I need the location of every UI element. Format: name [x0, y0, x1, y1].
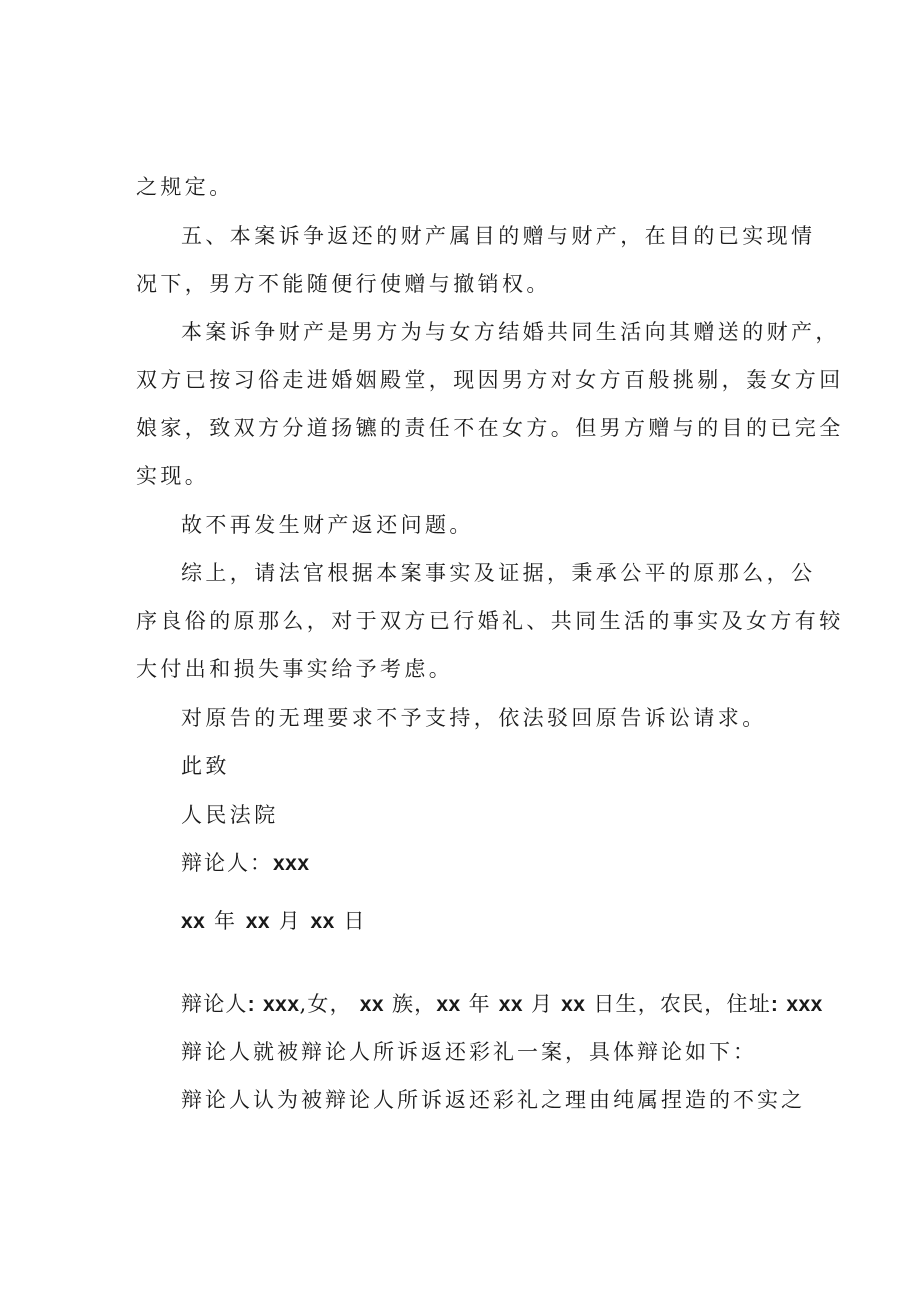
paragraph-line: 本案诉争财产是男方为与女方结婚共同生活向其赠送的财产，	[181, 320, 840, 344]
date-year: xx	[181, 910, 206, 933]
party-year-unit: 年	[468, 992, 491, 1016]
party-colon: :	[247, 993, 256, 1016]
date-year-unit: 年	[214, 909, 238, 933]
party-gender: ,女，	[299, 992, 352, 1016]
party-birth-year: xx	[436, 993, 461, 1016]
party-ethnic: xx	[359, 993, 385, 1016]
closing-salutation: 此致	[181, 754, 230, 778]
date-month: xx	[245, 910, 271, 933]
date-day: xx	[310, 910, 335, 933]
party-address: xxx	[786, 993, 823, 1016]
party-month-unit: 月	[530, 992, 554, 1016]
signature-line	[181, 849, 310, 878]
paragraph-line: 娘家，致双方分道扬镳的责任不在女方。但男方赠与的目的已完全	[136, 416, 844, 440]
party-day-unit: 日生，农民，住址	[593, 992, 771, 1016]
party-name: xxx	[263, 993, 300, 1016]
party-birth-month: xx	[498, 993, 524, 1016]
paragraph-line: 序良俗的原那么，对于双方已行婚礼、共同生活的事实及女方有较	[136, 609, 844, 633]
party-info-line	[181, 990, 823, 1019]
signature-name: xxx	[273, 852, 310, 875]
paragraph-line: 五、本案诉争返还的财产属目的赠与财产，在目的已实现情	[181, 224, 816, 248]
paragraph-line: 辩论人就被辩论人所诉返还彩礼一案，具体辩论如下：	[181, 1040, 757, 1064]
court-name: 人民法院	[181, 803, 279, 827]
date-day-unit: 日	[343, 909, 367, 933]
paragraph-line: 实现。	[136, 464, 210, 488]
party-addr-colon: :	[770, 993, 779, 1016]
party-label: 辩论人	[181, 992, 248, 1016]
paragraph-line: 综上，请法官根据本案事实及证据，秉承公平的原那么，公	[181, 561, 816, 585]
date-month-unit: 月	[278, 909, 302, 933]
paragraph-line: 双方已按习俗走进婚姻殿堂，现因男方对女方百般挑剔，轰女方回	[136, 368, 844, 392]
paragraph-line: 况下，男方不能随便行使赠与撤销权。	[136, 272, 551, 296]
date-line	[181, 907, 367, 936]
paragraph-line: 故不再发生财产返还问题。	[181, 513, 474, 537]
paragraph-line: 之规定。	[136, 175, 234, 199]
party-birth-day: xx	[561, 993, 586, 1016]
paragraph-line: 辩论人认为被辩论人所诉返还彩礼之理由纯属捏造的不实之	[181, 1088, 805, 1112]
signature-label: 辩论人：	[181, 851, 273, 875]
paragraph-line: 大付出和损失事实给予考虑。	[136, 657, 454, 681]
paragraph-line: 对原告的无理要求不予支持，依法驳回原告诉讼请求。	[181, 706, 767, 730]
party-ethnic-unit: 族，	[391, 992, 437, 1016]
